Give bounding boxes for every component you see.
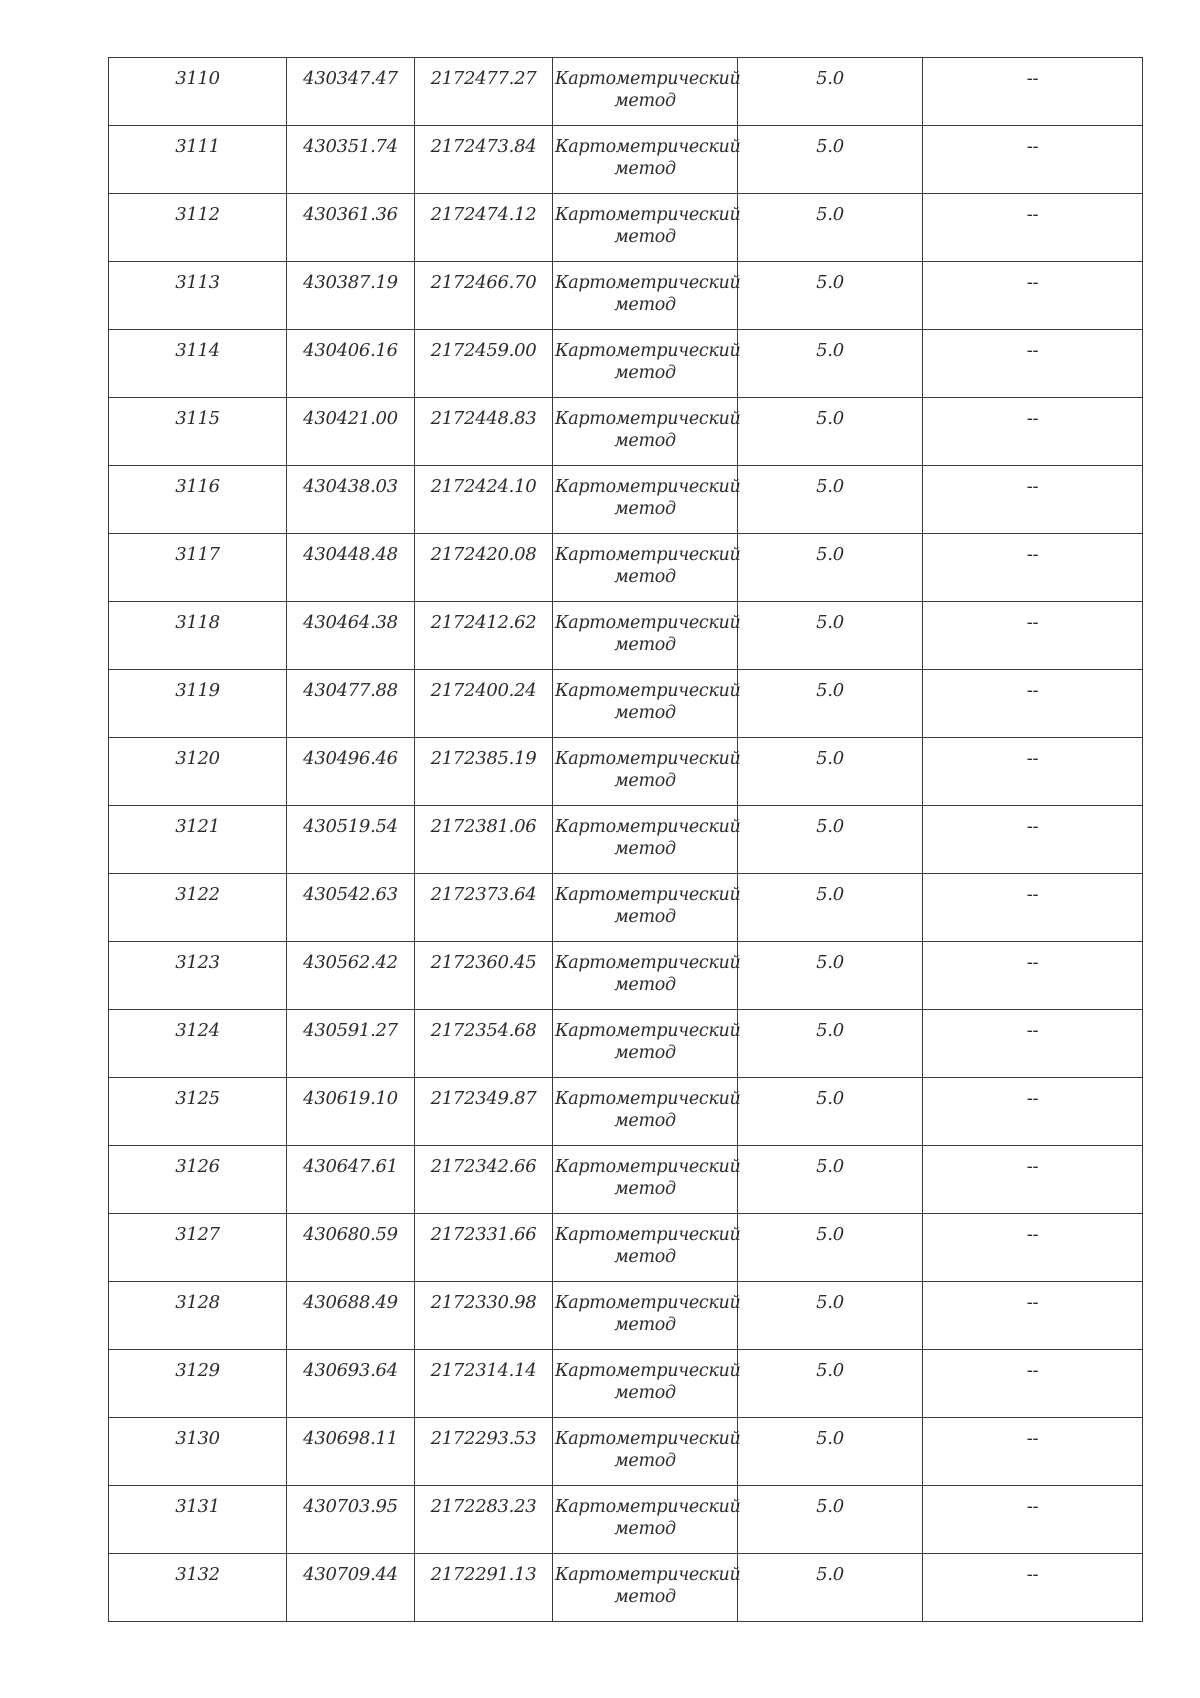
method-cell: Картометрический метод — [553, 126, 738, 194]
table-row — [109, 1078, 1143, 1146]
accuracy-cell: 5.0 — [738, 1078, 923, 1146]
point-number-cell: 3120 — [109, 738, 287, 806]
method-cell: Картометрический метод — [553, 1146, 738, 1214]
point-number-cell: 3123 — [109, 942, 287, 1010]
point-number-cell: 3128 — [109, 1282, 287, 1350]
method-cell: Картометрический метод — [553, 466, 738, 534]
accuracy-cell: 5.0 — [738, 1282, 923, 1350]
point-number-cell: 3131 — [109, 1486, 287, 1554]
method-cell: Картометрический метод — [553, 194, 738, 262]
point-number-cell: 3125 — [109, 1078, 287, 1146]
accuracy-cell: 5.0 — [738, 1146, 923, 1214]
x-coordinate-cell: 430421.00 — [287, 398, 415, 466]
y-coordinate-cell: 2172473.84 — [415, 126, 553, 194]
note-cell: -- — [923, 330, 1143, 398]
x-coordinate-cell: 430703.95 — [287, 1486, 415, 1554]
note-cell: -- — [923, 398, 1143, 466]
point-number-cell: 3126 — [109, 1146, 287, 1214]
y-coordinate-cell: 2172400.24 — [415, 670, 553, 738]
y-coordinate-cell: 2172424.10 — [415, 466, 553, 534]
note-cell: -- — [923, 670, 1143, 738]
point-number-cell: 3119 — [109, 670, 287, 738]
table-row — [109, 670, 1143, 738]
point-number-cell: 3116 — [109, 466, 287, 534]
y-coordinate-cell: 2172474.12 — [415, 194, 553, 262]
method-cell: Картометрический метод — [553, 330, 738, 398]
x-coordinate-cell: 430477.88 — [287, 670, 415, 738]
x-coordinate-cell: 430709.44 — [287, 1554, 415, 1622]
accuracy-cell: 5.0 — [738, 194, 923, 262]
y-coordinate-cell: 2172420.08 — [415, 534, 553, 602]
point-number-cell: 3113 — [109, 262, 287, 330]
accuracy-cell: 5.0 — [738, 1010, 923, 1078]
table-row — [109, 1350, 1143, 1418]
table-row — [109, 806, 1143, 874]
accuracy-cell: 5.0 — [738, 262, 923, 330]
accuracy-cell: 5.0 — [738, 1214, 923, 1282]
coordinates-table-body — [109, 58, 1143, 1622]
x-coordinate-cell: 430693.64 — [287, 1350, 415, 1418]
accuracy-cell: 5.0 — [738, 806, 923, 874]
x-coordinate-cell: 430406.16 — [287, 330, 415, 398]
accuracy-cell: 5.0 — [738, 1350, 923, 1418]
table-row — [109, 1146, 1143, 1214]
accuracy-cell: 5.0 — [738, 330, 923, 398]
table-row — [109, 58, 1143, 126]
y-coordinate-cell: 2172448.83 — [415, 398, 553, 466]
method-cell: Картометрический метод — [553, 602, 738, 670]
note-cell: -- — [923, 806, 1143, 874]
point-number-cell: 3111 — [109, 126, 287, 194]
method-cell: Картометрический метод — [553, 1554, 738, 1622]
table-row — [109, 194, 1143, 262]
y-coordinate-cell: 2172349.87 — [415, 1078, 553, 1146]
method-cell: Картометрический метод — [553, 1418, 738, 1486]
table-row — [109, 1010, 1143, 1078]
x-coordinate-cell: 430591.27 — [287, 1010, 415, 1078]
accuracy-cell: 5.0 — [738, 534, 923, 602]
table-row — [109, 330, 1143, 398]
note-cell: -- — [923, 1282, 1143, 1350]
table-row — [109, 942, 1143, 1010]
note-cell: -- — [923, 534, 1143, 602]
table-row — [109, 738, 1143, 806]
x-coordinate-cell: 430361.36 — [287, 194, 415, 262]
method-cell: Картометрический метод — [553, 1282, 738, 1350]
table-row — [109, 1214, 1143, 1282]
note-cell: -- — [923, 1486, 1143, 1554]
x-coordinate-cell: 430351.74 — [287, 126, 415, 194]
x-coordinate-cell: 430464.38 — [287, 602, 415, 670]
note-cell: -- — [923, 1010, 1143, 1078]
y-coordinate-cell: 2172331.66 — [415, 1214, 553, 1282]
method-cell: Картометрический метод — [553, 738, 738, 806]
y-coordinate-cell: 2172412.62 — [415, 602, 553, 670]
note-cell: -- — [923, 466, 1143, 534]
accuracy-cell: 5.0 — [738, 398, 923, 466]
method-cell: Картометрический метод — [553, 1010, 738, 1078]
point-number-cell: 3121 — [109, 806, 287, 874]
table-row — [109, 126, 1143, 194]
y-coordinate-cell: 2172342.66 — [415, 1146, 553, 1214]
note-cell: -- — [923, 1554, 1143, 1622]
method-cell: Картометрический метод — [553, 1214, 738, 1282]
x-coordinate-cell: 430562.42 — [287, 942, 415, 1010]
x-coordinate-cell: 430647.61 — [287, 1146, 415, 1214]
y-coordinate-cell: 2172373.64 — [415, 874, 553, 942]
table-row — [109, 262, 1143, 330]
accuracy-cell: 5.0 — [738, 466, 923, 534]
y-coordinate-cell: 2172477.27 — [415, 58, 553, 126]
point-number-cell: 3112 — [109, 194, 287, 262]
point-number-cell: 3124 — [109, 1010, 287, 1078]
method-cell: Картометрический метод — [553, 1350, 738, 1418]
y-coordinate-cell: 2172466.70 — [415, 262, 553, 330]
y-coordinate-cell: 2172291.13 — [415, 1554, 553, 1622]
y-coordinate-cell: 2172293.53 — [415, 1418, 553, 1486]
accuracy-cell: 5.0 — [738, 1486, 923, 1554]
note-cell: -- — [923, 874, 1143, 942]
table-row — [109, 534, 1143, 602]
accuracy-cell: 5.0 — [738, 602, 923, 670]
accuracy-cell: 5.0 — [738, 874, 923, 942]
note-cell: -- — [923, 1214, 1143, 1282]
accuracy-cell: 5.0 — [738, 1418, 923, 1486]
point-number-cell: 3129 — [109, 1350, 287, 1418]
method-cell: Картометрический метод — [553, 1486, 738, 1554]
x-coordinate-cell: 430688.49 — [287, 1282, 415, 1350]
x-coordinate-cell: 430496.46 — [287, 738, 415, 806]
note-cell: -- — [923, 1078, 1143, 1146]
x-coordinate-cell: 430519.54 — [287, 806, 415, 874]
point-number-cell: 3115 — [109, 398, 287, 466]
note-cell: -- — [923, 602, 1143, 670]
y-coordinate-cell: 2172381.06 — [415, 806, 553, 874]
note-cell: -- — [923, 1146, 1143, 1214]
method-cell: Картометрический метод — [553, 670, 738, 738]
note-cell: -- — [923, 738, 1143, 806]
x-coordinate-cell: 430387.19 — [287, 262, 415, 330]
accuracy-cell: 5.0 — [738, 942, 923, 1010]
y-coordinate-cell: 2172314.14 — [415, 1350, 553, 1418]
method-cell: Картометрический метод — [553, 806, 738, 874]
table-row — [109, 1418, 1143, 1486]
accuracy-cell: 5.0 — [738, 1554, 923, 1622]
y-coordinate-cell: 2172360.45 — [415, 942, 553, 1010]
x-coordinate-cell: 430438.03 — [287, 466, 415, 534]
table-row — [109, 1486, 1143, 1554]
x-coordinate-cell: 430680.59 — [287, 1214, 415, 1282]
table-row — [109, 602, 1143, 670]
y-coordinate-cell: 2172330.98 — [415, 1282, 553, 1350]
note-cell: -- — [923, 1418, 1143, 1486]
point-number-cell: 3122 — [109, 874, 287, 942]
note-cell: -- — [923, 58, 1143, 126]
point-number-cell: 3132 — [109, 1554, 287, 1622]
y-coordinate-cell: 2172385.19 — [415, 738, 553, 806]
y-coordinate-cell: 2172354.68 — [415, 1010, 553, 1078]
method-cell: Картометрический метод — [553, 942, 738, 1010]
note-cell: -- — [923, 194, 1143, 262]
method-cell: Картометрический метод — [553, 1078, 738, 1146]
note-cell: -- — [923, 262, 1143, 330]
accuracy-cell: 5.0 — [738, 58, 923, 126]
point-number-cell: 3117 — [109, 534, 287, 602]
table-row — [109, 398, 1143, 466]
note-cell: -- — [923, 126, 1143, 194]
method-cell: Картометрический метод — [553, 262, 738, 330]
table-row — [109, 466, 1143, 534]
method-cell: Картометрический метод — [553, 534, 738, 602]
point-number-cell: 3130 — [109, 1418, 287, 1486]
x-coordinate-cell: 430698.11 — [287, 1418, 415, 1486]
note-cell: -- — [923, 942, 1143, 1010]
method-cell: Картометрический метод — [553, 874, 738, 942]
y-coordinate-cell: 2172459.00 — [415, 330, 553, 398]
table-row — [109, 1282, 1143, 1350]
accuracy-cell: 5.0 — [738, 126, 923, 194]
x-coordinate-cell: 430619.10 — [287, 1078, 415, 1146]
point-number-cell: 3110 — [109, 58, 287, 126]
accuracy-cell: 5.0 — [738, 670, 923, 738]
x-coordinate-cell: 430448.48 — [287, 534, 415, 602]
table-row — [109, 1554, 1143, 1622]
point-number-cell: 3118 — [109, 602, 287, 670]
x-coordinate-cell: 430347.47 — [287, 58, 415, 126]
accuracy-cell: 5.0 — [738, 738, 923, 806]
table-row — [109, 874, 1143, 942]
method-cell: Картометрический метод — [553, 58, 738, 126]
note-cell: -- — [923, 1350, 1143, 1418]
coordinates-table — [108, 57, 1143, 1622]
point-number-cell: 3127 — [109, 1214, 287, 1282]
y-coordinate-cell: 2172283.23 — [415, 1486, 553, 1554]
method-cell: Картометрический метод — [553, 398, 738, 466]
point-number-cell: 3114 — [109, 330, 287, 398]
x-coordinate-cell: 430542.63 — [287, 874, 415, 942]
